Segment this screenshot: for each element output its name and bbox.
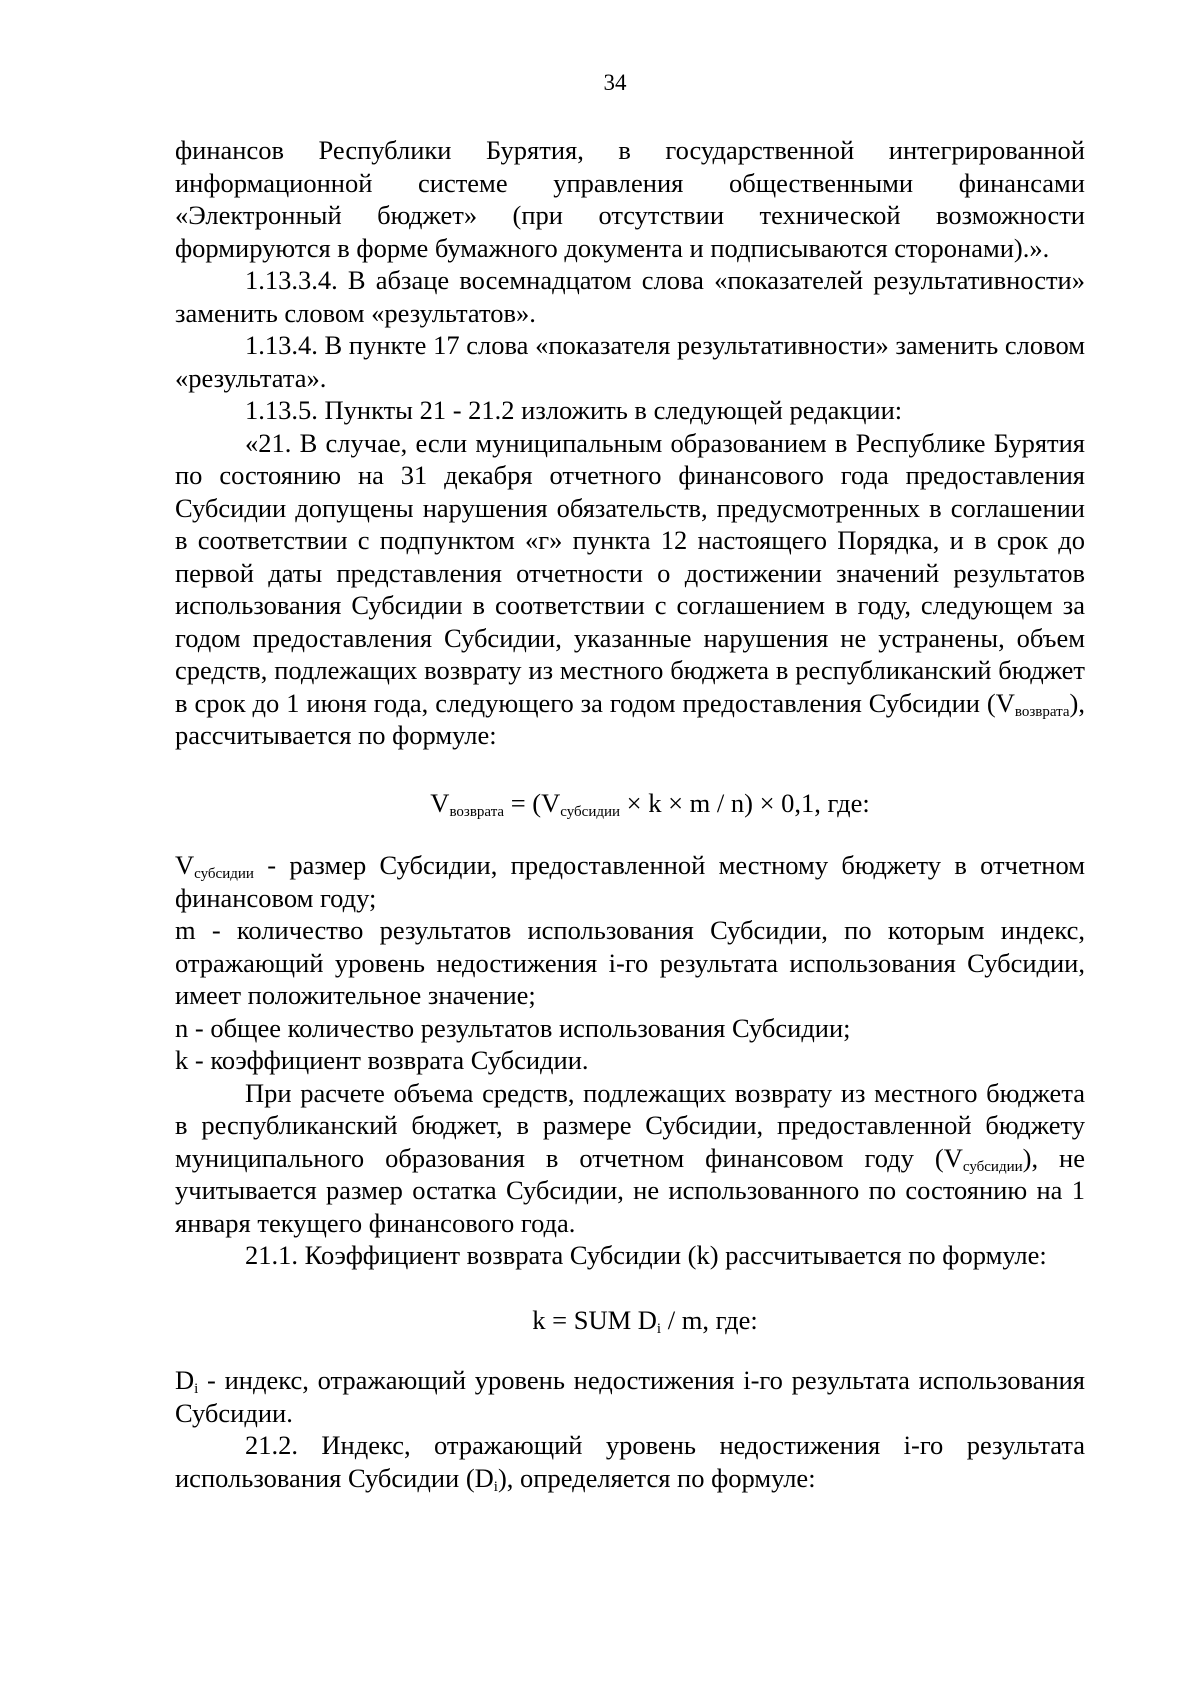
paragraph-21-2: 21.2. Индекс, отражающий уровень недостижения i-го результата использования Субсидии $(D_i)$, определяется по формуле: [175, 1430, 1085, 1495]
formula-refund-volume: $V_{возврата} = (V_{субсидии} \times k \times m / n) \times 0,1$, где: [430, 787, 870, 820]
paragraph-continuation: финансов Республики Бурятия, в государственной интегрированной информационной системе управления общественными финансами «Электронный бюджет» (при отсутствии технической возможности формируются в форме бумажного документа и подписываются сторонами).». [175, 135, 1085, 263]
paragraph-21-1: 21.1. Коэффициент возврата Субсидии (k) рассчитывается по формуле: [245, 1240, 1047, 1270]
definition-k: k - коэффициент возврата Субсидии. [175, 1045, 589, 1075]
definition-d-i: $D_i$ - индекс, отражающий уровень недостижения i-го результата использования Субсидии. [175, 1365, 1085, 1428]
formula-coefficient-k: k = SUM $D_i$ / m, где: [532, 1304, 758, 1337]
definition-m: m - количество результатов использования Субсидии, по которым индекс, отражающий уровень недостижения i-го результата использования Субсидии, имеет положительное значение; [175, 915, 1085, 1010]
page-number: 34 [603, 70, 627, 95]
paragraph-1-13-5: 1.13.5. Пункты 21 - 21.2 изложить в следующей редакции: [245, 395, 903, 425]
document-body [175, 134, 1085, 1494]
definition-n: n - общее количество результатов использования Субсидии; [175, 1012, 851, 1043]
paragraph-calculation-note: При расчете объема средств, подлежащих возврату из местного бюджета в республиканский бюджет, в размере Субсидии, предоставленной бюджету муниципального образования в отчетном финансовом году $(V_{субсидии})$, не учитывается размер остатка Субсидии, не использованного по состоянию на 1 января текущего финансового года. [175, 1077, 1085, 1238]
definition-v-subsidy: $V_{субсидии}$ - размер Субсидии, предоставленной местному бюджету в отчетном финансовом году; [175, 850, 1085, 913]
paragraph-21: «21. В случае, если муниципальным образованием в Республике Бурятия по состоянию на 31 декабря отчетного финансового года предоставления Субсидии допущены нарушения обязательств, предусмотренных в соглашении в соответствии с подпунктом «г» пункта 12 настоящего Порядка, и в срок до первой даты представления отчетности о достижении значений результатов использования Субсидии в соответствии с соглашением в году, следующем за годом предоставления Субсидии, указанные нарушения не устранены, объем средств, подлежащих возврату из местного бюджета в республиканский бюджет в срок до 1 июня года, следующего за годом предоставления Субсидии $(V_{возврата})$, рассчитывается по формуле: [175, 427, 1085, 750]
paragraph-1-13-3-4: 1.13.3.4. В абзаце восемнадцатом слова «показателей результативности» заменить словом «результатов». [175, 265, 1085, 328]
paragraph-1-13-4: 1.13.4. В пункте 17 слова «показателя результативности» заменить словом «результата». [175, 330, 1085, 393]
